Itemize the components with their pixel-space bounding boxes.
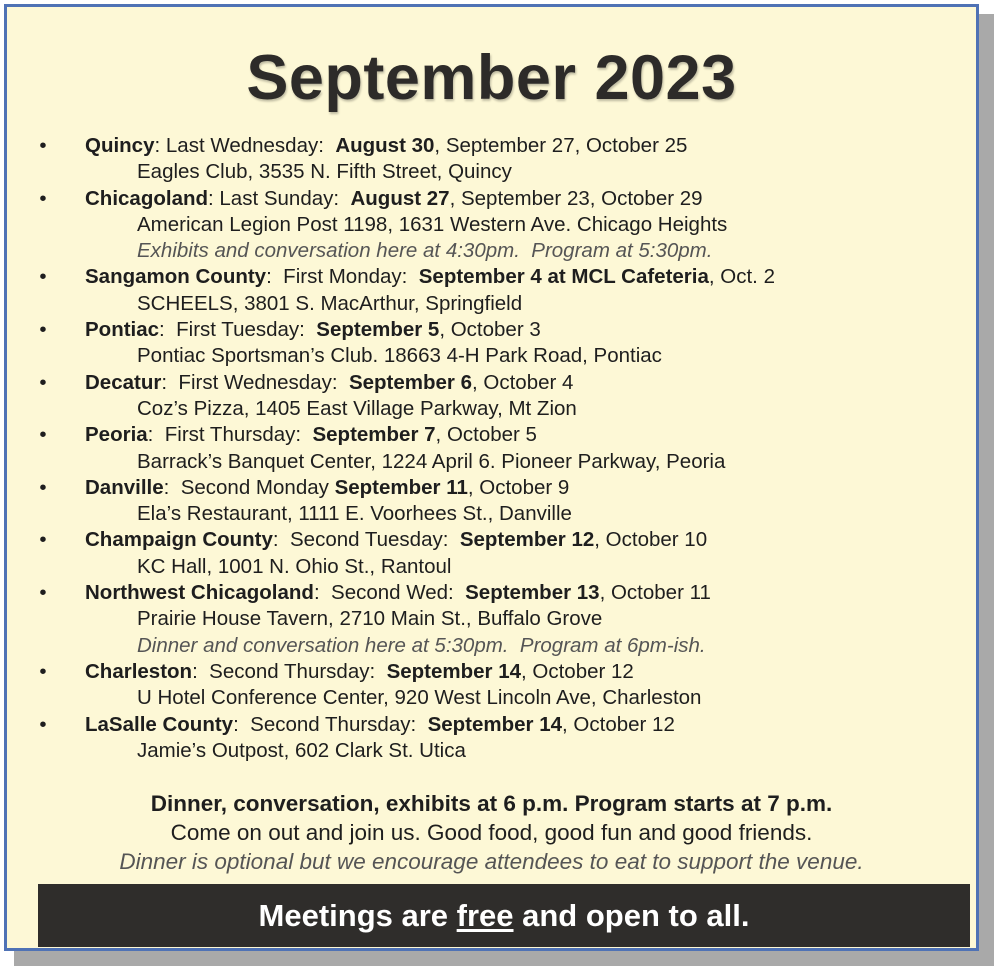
meeting-other-dates: , October 12 (562, 712, 675, 736)
meeting-frequency: : Second Wed: (313, 581, 466, 605)
meeting-schedule-line (85, 580, 963, 606)
meeting-location: Sangamon County (85, 265, 267, 289)
meeting-venue: U Hotel Conference Center, 920 West Lincoln Ave, Charleston (137, 686, 702, 710)
bullet-icon: • (39, 265, 47, 289)
meeting-other-dates: , October 3 (439, 318, 541, 342)
meeting-item (33, 264, 963, 317)
meeting-venue: Jamie’s Outpost, 602 Clark St. Utica (137, 738, 466, 762)
meeting-frequency: : Second Tuesday: (272, 528, 460, 552)
bullet-icon: • (39, 659, 47, 683)
meeting-location: Champaign County (85, 528, 273, 552)
meeting-location: Northwest Chicagoland (85, 581, 314, 605)
meeting-schedule-line (85, 186, 963, 212)
bullet-icon: • (39, 475, 47, 499)
meeting-next-date: September 5 (316, 318, 440, 342)
meeting-frequency: : First Thursday: (147, 423, 313, 447)
bullet-icon: • (39, 528, 47, 552)
meeting-frequency: : First Tuesday: (159, 318, 317, 342)
schedule-card (4, 4, 979, 951)
meeting-venue: Barrack’s Banquet Center, 1224 April 6. Pioneer Parkway, Peoria (137, 449, 726, 473)
bullet-icon: • (39, 581, 47, 605)
meeting-frequency: : Last Wednesday: (154, 134, 336, 157)
meeting-frequency: : Second Thursday: (192, 659, 387, 683)
meeting-item (33, 317, 963, 370)
meeting-other-dates: , September 23, October 29 (449, 186, 703, 210)
meeting-location: Peoria (85, 423, 148, 447)
banner-text-free: free (456, 897, 514, 933)
footer-schedule-text: Dinner, conversation, exhibits at 6 p.m. Program starts at 7 p.m. (150, 791, 833, 816)
meeting-location: Chicagoland (85, 186, 209, 210)
meeting-schedule-line (85, 133, 963, 159)
meeting-venue: Ela’s Restaurant, 1111 E. Voorhees St., Danville (137, 502, 572, 526)
meeting-schedule-line (85, 422, 963, 448)
meeting-schedule-line (85, 370, 963, 396)
banner-text-pre: Meetings are (258, 897, 457, 933)
meeting-item (33, 659, 963, 712)
meeting-schedule-line (85, 712, 963, 738)
page-title: September 2023 (246, 43, 737, 113)
meeting-other-dates: , October 5 (435, 423, 537, 447)
meeting-frequency: : Second Thursday: (233, 712, 428, 736)
meeting-item (33, 580, 963, 659)
meeting-note: Exhibits and conversation here at 4:30pm. Program at 5:30pm. (137, 239, 713, 263)
meeting-frequency: : First Monday: (266, 265, 419, 289)
bullet-icon: • (39, 423, 47, 447)
meeting-other-dates: , October 11 (599, 581, 711, 605)
meeting-schedule-line (85, 317, 963, 343)
meeting-other-dates: , Oct. 2 (708, 265, 775, 289)
meeting-venue: Eagles Club, 3535 N. Fifth Street, Quincy (137, 160, 512, 184)
meeting-next-date: September 14 (386, 659, 522, 683)
meeting-location: LaSalle County (85, 712, 234, 736)
meeting-next-date: September 7 (312, 423, 436, 447)
meeting-location: Charleston (85, 659, 193, 683)
footer-note-text: Dinner is optional but we encourage attendees to eat to support the venue. (119, 849, 864, 874)
meeting-note: Dinner and conversation here at 5:30pm. Program at 6pm-ish. (137, 633, 706, 657)
bullet-icon: • (39, 134, 47, 157)
meeting-location: Decatur (85, 370, 162, 394)
meeting-item (33, 186, 963, 265)
meeting-frequency: : Last Sunday: (208, 186, 351, 210)
meeting-next-date: September 12 (459, 528, 595, 552)
meeting-item (33, 712, 963, 765)
meeting-next-date: September 13 (465, 581, 600, 605)
footer-info (7, 789, 976, 876)
meeting-other-dates: , September 27, October 25 (434, 134, 688, 157)
bullet-icon: • (39, 370, 47, 394)
meeting-other-dates: , October 12 (521, 659, 634, 683)
meeting-venue: Coz’s Pizza, 1405 East Village Parkway, Mt Zion (137, 396, 577, 420)
meeting-next-date: August 27 (350, 186, 450, 210)
meeting-venue: Prairie House Tavern, 2710 Main St., Buffalo Grove (137, 607, 603, 631)
meeting-location: Pontiac (85, 318, 160, 342)
free-meetings-banner (38, 884, 970, 947)
meeting-other-dates: , October 9 (467, 475, 570, 499)
meeting-other-dates: , October 10 (594, 528, 708, 552)
bullet-icon: • (39, 712, 47, 736)
meeting-schedule-line (85, 475, 963, 501)
meeting-venue: Pontiac Sportsman’s Club. 18663 4-H Park Road, Pontiac (137, 344, 662, 368)
meeting-venue: American Legion Post 1198, 1631 Western Ave. Chicago Heights (137, 212, 728, 236)
meeting-item (33, 422, 963, 475)
meeting-next-date: September 11 (334, 475, 468, 499)
bullet-icon: • (39, 186, 47, 210)
meeting-venue: KC Hall, 1001 N. Ohio St., Rantoul (137, 554, 452, 578)
meeting-frequency: : First Wednesday: (161, 370, 349, 394)
meeting-other-dates: , October 4 (472, 370, 574, 394)
meeting-next-date: September 14 (427, 712, 563, 736)
meeting-item (33, 475, 963, 528)
meeting-list (33, 133, 963, 764)
meeting-location: Quincy (85, 134, 155, 157)
meeting-frequency: : Second Monday (163, 475, 335, 499)
meeting-item (33, 527, 963, 580)
meeting-next-date: September 6 (348, 370, 473, 394)
footer-invite-text: Come on out and join us. Good food, good fun and good friends. (170, 820, 813, 845)
meeting-item (33, 133, 963, 186)
bullet-icon: • (39, 318, 47, 342)
meeting-location: Danville (85, 475, 164, 499)
meeting-next-date: September 4 at MCL Cafeteria (418, 265, 709, 289)
meeting-schedule-line (85, 659, 963, 685)
meeting-item (33, 370, 963, 423)
meeting-venue: SCHEELS, 3801 S. MacArthur, Springfield (137, 291, 523, 315)
meeting-next-date: August 30 (335, 134, 435, 157)
meeting-schedule-line (85, 527, 963, 553)
meeting-schedule-line (85, 264, 963, 290)
banner-text-post: and open to all. (513, 897, 750, 933)
